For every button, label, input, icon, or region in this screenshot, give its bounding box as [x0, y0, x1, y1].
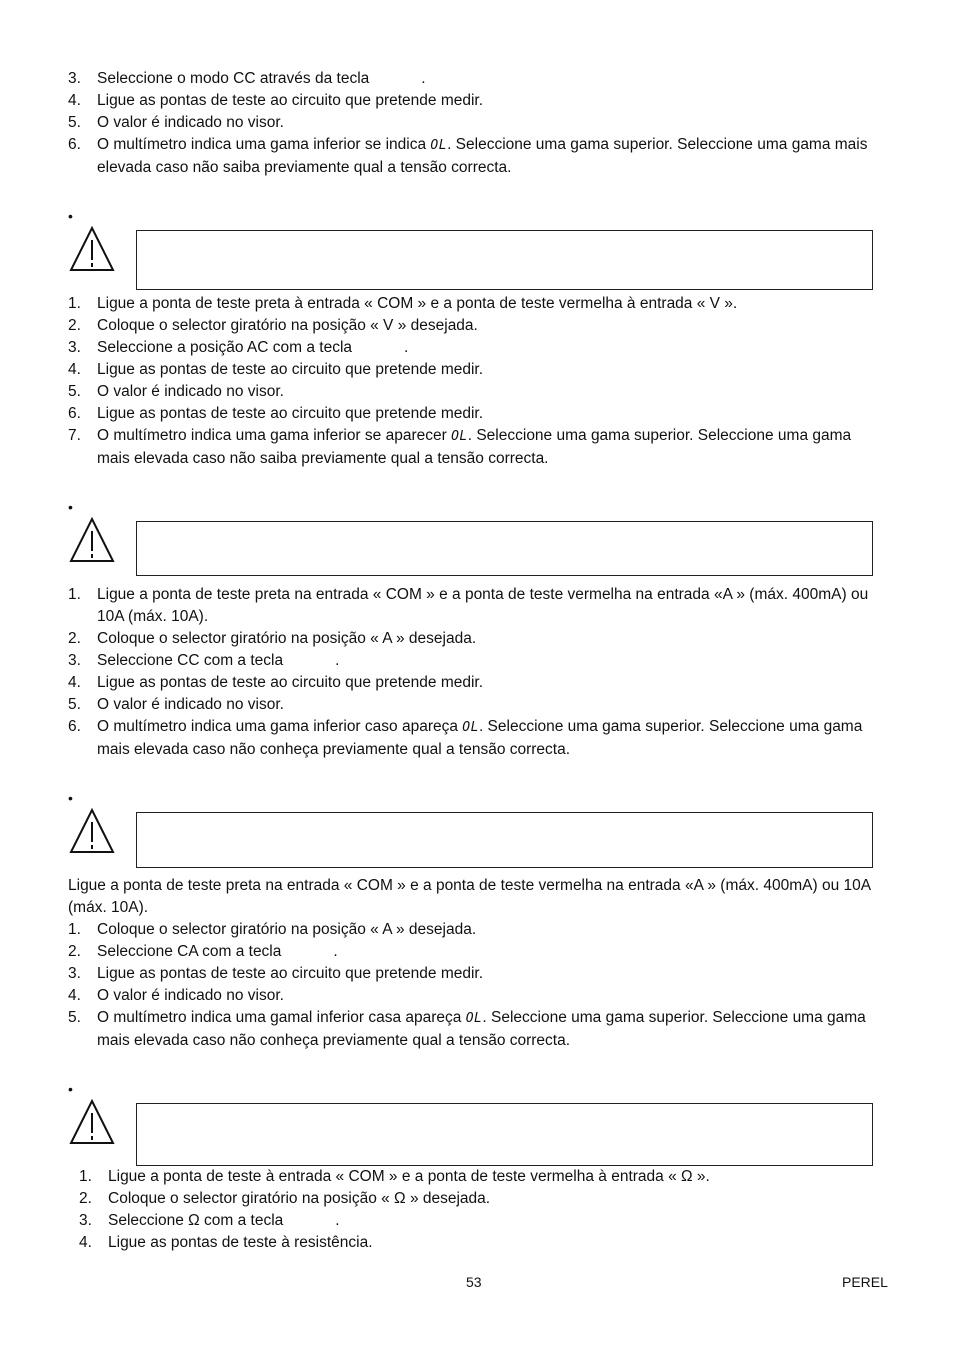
list-item [68, 716, 888, 761]
list-item [68, 941, 888, 963]
list-item-number: 3. [68, 339, 81, 356]
list-item-text-tail: . [404, 339, 409, 356]
list-item-text: Ligue a ponta de teste preta à entrada « COM » e a ponta de teste vermelha à entrada « V ». [97, 295, 738, 312]
list-item [68, 293, 888, 315]
dc-voltage-steps [68, 68, 888, 179]
list-item [68, 315, 888, 337]
resistance-steps [79, 1166, 879, 1254]
list-item-text: Ligue a ponta de teste preta na entrada « COM » e a ponta de teste vermelha na entrada «A » (máx. 400mA) ou 10A (máx. 10A). [97, 586, 869, 625]
list-item [68, 425, 888, 470]
list-item-number: 3. [68, 965, 81, 982]
list-item-number: 3. [68, 70, 81, 87]
warning-triangle-icon [69, 517, 115, 563]
section-bullet-ac-current: • [68, 790, 73, 806]
list-item-text: Ligue as pontas de teste à resistência. [108, 1234, 373, 1251]
list-item [68, 919, 888, 941]
list-item-text: O multímetro indica uma gamal inferior casa apareça [97, 1009, 462, 1026]
list-item-number: 4. [68, 674, 81, 691]
warning-box-ac-current [136, 812, 873, 868]
ac-current-steps [68, 919, 888, 1052]
list-item-number: 4. [79, 1234, 92, 1251]
list-item [68, 628, 888, 650]
warning-triangle-icon [69, 226, 115, 272]
list-item-text: O valor é indicado no visor. [97, 383, 284, 400]
list-item [68, 985, 888, 1007]
display-overload-symbol: OL [451, 429, 468, 444]
warning-box-ac-voltage [136, 230, 873, 290]
list-item-text: Coloque o selector giratório na posição « A » desejada. [97, 630, 477, 647]
warning-triangle-icon [69, 808, 115, 854]
list-item-number: 3. [79, 1212, 92, 1229]
list-item-text: Seleccione Ω com a tecla [108, 1212, 284, 1229]
list-item-number: 1. [68, 295, 81, 312]
list-item-number: 2. [68, 630, 81, 647]
list-item-text: Coloque o selector giratório na posição « V » desejada. [97, 317, 478, 334]
page-number: 53 [466, 1274, 482, 1290]
list-item-number: 4. [68, 987, 81, 1004]
list-item-number: 1. [68, 586, 81, 603]
display-overload-symbol: OL [430, 138, 448, 153]
list-item-number: 2. [68, 317, 81, 334]
list-item-text-tail: . [335, 1212, 340, 1229]
list-item-text-tail: . Seleccione uma gama superior. Seleccione uma gama mais elevada caso não saiba previamente qual a tensão correcta. [97, 136, 868, 176]
list-item-text: O valor é indicado no visor. [97, 696, 284, 713]
list-item-text-tail: . Seleccione uma gama superior. Seleccione uma gama mais elevada caso não saiba previamente qual a tensão correcta. [97, 427, 852, 467]
list-item [68, 1007, 888, 1052]
list-item-text: Coloque o selector giratório na posição « Ω » desejada. [108, 1190, 491, 1207]
list-item-number: 1. [79, 1168, 92, 1185]
list-item [79, 1188, 879, 1210]
warning-box-dc-current [136, 521, 873, 576]
list-item-text: Ligue as pontas de teste ao circuito que pretende medir. [97, 361, 484, 378]
list-item [68, 359, 888, 381]
list-item-number: 5. [68, 114, 81, 131]
display-overload-symbol: OL [462, 720, 479, 735]
list-item-text-tail: . Seleccione uma gama superior. Seleccione uma gama mais elevada caso não conheça previamente qual a tensão correcta. [97, 1009, 866, 1049]
list-item-text: Seleccione CA com a tecla [97, 943, 282, 960]
list-item-text-tail: . [421, 70, 426, 87]
list-item [79, 1210, 879, 1232]
list-item-number: 1. [68, 921, 81, 938]
list-item-number: 3. [68, 652, 81, 669]
section-bullet-resistance: • [68, 1081, 73, 1097]
list-item [68, 90, 888, 112]
list-item-number: 6. [68, 405, 81, 422]
list-item [68, 672, 888, 694]
list-item-text: O valor é indicado no visor. [97, 987, 284, 1004]
list-item [68, 381, 888, 403]
brand-name: PEREL [842, 1274, 888, 1290]
list-item-text: O valor é indicado no visor. [97, 114, 284, 131]
list-item-number: 4. [68, 361, 81, 378]
section-bullet-ac-voltage: • [68, 208, 73, 224]
list-item-text: Seleccione o modo CC através da tecla [97, 70, 370, 87]
list-item [68, 963, 888, 985]
dc-current-steps [68, 584, 888, 761]
ac-voltage-steps [68, 293, 888, 470]
list-item-text-tail: . [333, 943, 338, 960]
list-item [68, 68, 888, 90]
list-item-text: O multímetro indica uma gama inferior se aparecer [97, 427, 447, 444]
list-item-text-tail: . Seleccione uma gama superior. Seleccione uma gama mais elevada caso não conheça previamente qual a tensão correcta. [97, 718, 863, 758]
list-item [79, 1166, 879, 1188]
list-item-number: 4. [68, 92, 81, 109]
warning-triangle-icon [69, 1099, 115, 1145]
list-item [68, 134, 888, 179]
list-item-number: 7. [68, 427, 81, 444]
list-item [68, 112, 888, 134]
section-bullet-dc-current: • [68, 499, 73, 515]
list-item-text: Ligue as pontas de teste ao circuito que pretende medir. [97, 965, 484, 982]
list-item [68, 584, 888, 628]
warning-box-resistance [136, 1103, 873, 1166]
list-item-number: 6. [68, 718, 81, 735]
list-item-text: Ligue as pontas de teste ao circuito que pretende medir. [97, 405, 484, 422]
list-item [68, 650, 888, 672]
list-item [68, 337, 888, 359]
list-item-text: Ligue as pontas de teste ao circuito que pretende medir. [97, 674, 484, 691]
list-item-text: Seleccione a posição AC com a tecla [97, 339, 353, 356]
list-item-number: 5. [68, 1009, 81, 1026]
list-item-number: 5. [68, 383, 81, 400]
list-item [68, 694, 888, 716]
list-item-number: 2. [68, 943, 81, 960]
list-item-text: Ligue a ponta de teste à entrada « COM » e a ponta de teste vermelha à entrada « Ω ». [108, 1168, 710, 1185]
display-overload-symbol: OL [465, 1011, 483, 1026]
list-item-text: Seleccione CC com a tecla [97, 652, 284, 669]
ac-current-intro: Ligue a ponta de teste preta na entrada « COM » e a ponta de teste vermelha na entrada «A » (máx. 400mA) ou 10A (máx. 10A). [68, 877, 871, 916]
list-item [68, 403, 888, 425]
list-item-number: 5. [68, 696, 81, 713]
list-item [79, 1232, 879, 1254]
list-item-text: Ligue as pontas de teste ao circuito que pretende medir. [97, 92, 484, 109]
list-item-text: Coloque o selector giratório na posição « A » desejada. [97, 921, 477, 938]
list-item-text: O multímetro indica uma gama inferior caso apareça [97, 718, 458, 735]
list-item-number: 2. [79, 1190, 92, 1207]
list-item-text-tail: . [335, 652, 340, 669]
list-item-text: O multímetro indica uma gama inferior se indica [97, 136, 427, 153]
list-item-number: 6. [68, 136, 81, 153]
